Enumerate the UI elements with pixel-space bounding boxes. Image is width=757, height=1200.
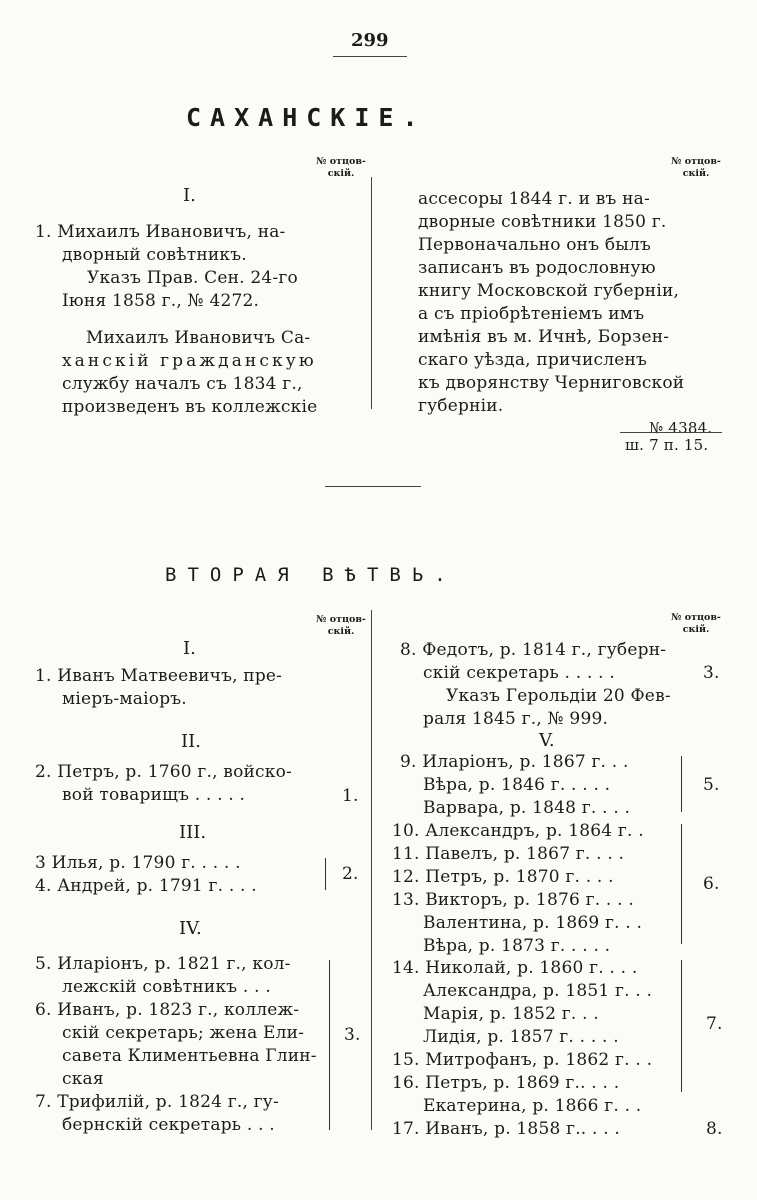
text-line: Марія, р. 1852 г. . .	[423, 1004, 599, 1024]
text-line: 7. Трифилій, р. 1824 г., гу-	[35, 1092, 279, 1112]
father-number: 3.	[703, 663, 720, 683]
father-number: 2.	[342, 864, 359, 884]
text-line: ассесоры 1844 г. и въ на-	[418, 189, 650, 209]
text-line: 1. Михаилъ Ивановичъ, на-	[35, 222, 286, 242]
text-line: 8. Федотъ, р. 1814 г., губерн-	[400, 640, 667, 660]
text-line: Александра, р. 1851 г. . .	[423, 981, 653, 1001]
brace	[329, 960, 330, 1130]
text-line: Варвара, р. 1848 г. . . .	[423, 798, 631, 818]
text-line: дворный совѣтникъ.	[62, 245, 247, 265]
text-line: савета Климентьевна Глин-	[62, 1046, 317, 1066]
page-number: 299	[351, 30, 389, 51]
text-line: Вѣра, р. 1873 г. . . . .	[423, 936, 611, 956]
text-line: 10. Александръ, р. 1864 г. .	[392, 821, 644, 841]
text-line: къ дворянству Черниговской	[418, 373, 685, 393]
text-line: вой товарищъ . . . . .	[62, 785, 246, 805]
father-number: 7.	[706, 1014, 723, 1034]
column-header-left: № отцов- скій.	[316, 614, 366, 637]
text-line: раля 1845 г., № 999.	[423, 709, 609, 729]
generation-heading: III.	[179, 822, 207, 843]
text-line: Указъ Герольдіи 20 Фев-	[446, 686, 671, 706]
text-line: службу началъ съ 1834 г.,	[62, 374, 303, 394]
column-divider	[371, 177, 372, 409]
column-header-right: № отцов- скій.	[671, 156, 721, 179]
text-line: Первоначально онъ былъ	[418, 235, 652, 255]
generation-heading: I.	[183, 638, 196, 659]
father-number: 6.	[703, 874, 720, 894]
text-line: ская	[62, 1069, 104, 1089]
text-line: Іюня 1858 г., № 4272.	[62, 291, 260, 311]
reference-number: № 4384.	[649, 419, 713, 437]
text-line: 6. Иванъ, р. 1823 г., коллеж-	[35, 1000, 300, 1020]
text-line: 4. Андрей, р. 1791 г. . . .	[35, 876, 257, 896]
text-line: 2. Петръ, р. 1760 г., войско-	[35, 762, 292, 782]
branch-title: ВТОРАЯ ВѢТВЬ.	[165, 564, 457, 586]
father-number: 1.	[342, 786, 359, 806]
text-line: дворные совѣтники 1850 г.	[418, 212, 667, 232]
column-divider	[371, 610, 372, 1130]
text-line: книгу Московской губерніи,	[418, 281, 680, 301]
text-line: а съ пріобрѣтеніемъ имъ	[418, 304, 645, 324]
reference-location: ш. 7 п. 15.	[625, 436, 709, 454]
text-line: 3 Илья, р. 1790 г. . . . .	[35, 853, 241, 873]
brace	[681, 824, 682, 944]
text-line: ханскій гражданскую	[62, 351, 317, 371]
brace	[681, 756, 682, 812]
text-line: 12. Петръ, р. 1870 г. . . .	[392, 867, 614, 887]
father-number: 5.	[703, 775, 720, 795]
text-line: губерніи.	[418, 396, 504, 416]
generation-heading: IV.	[179, 918, 202, 939]
text-line: скій секретарь; жена Ели-	[62, 1023, 305, 1043]
text-line: имѣнія въ м. Ичнѣ, Борзен-	[418, 327, 670, 347]
text-line: бернскій секретарь . . .	[62, 1115, 275, 1135]
text-line: Указъ Прав. Сен. 24-го	[87, 268, 298, 288]
text-line: записанъ въ родословную	[418, 258, 656, 278]
brace	[325, 858, 326, 890]
section-divider	[325, 486, 421, 487]
family-title: САХАНСКІЕ.	[186, 103, 427, 132]
text-line: Валентина, р. 1869 г. . .	[423, 913, 643, 933]
text-line: произведенъ въ коллежскіе	[62, 397, 318, 417]
brace	[681, 960, 682, 1092]
father-number: 8.	[706, 1119, 723, 1139]
text-line: Вѣра, р. 1846 г. . . . .	[423, 775, 611, 795]
text-line: скаго уѣзда, причисленъ	[418, 350, 648, 370]
generation-heading: I.	[183, 185, 196, 206]
text-line: скій секретарь . . . . .	[423, 663, 615, 683]
text-line: міеръ-маіоръ.	[62, 689, 187, 709]
text-line: 9. Иларіонъ, р. 1867 г. . .	[400, 752, 629, 772]
text-line: 11. Павелъ, р. 1867 г. . . .	[392, 844, 625, 864]
generation-heading: V.	[539, 730, 555, 751]
text-line: 13. Викторъ, р. 1876 г. . . .	[392, 890, 634, 910]
father-number: 3.	[344, 1025, 361, 1045]
text-line: 5. Иларіонъ, р. 1821 г., кол-	[35, 954, 291, 974]
text-line: лежскій совѣтникъ . . .	[62, 977, 271, 997]
header-rule	[333, 56, 407, 57]
text-line: 17. Иванъ, р. 1858 г.. . . .	[392, 1119, 621, 1139]
text-line: Екатерина, р. 1866 г. . .	[423, 1096, 642, 1116]
text-line: 1. Иванъ Матвеевичъ, пре-	[35, 666, 283, 686]
reference-rule	[620, 432, 722, 433]
text-line: 16. Петръ, р. 1869 г.. . . .	[392, 1073, 620, 1093]
column-header-left: № отцов- скій.	[316, 156, 366, 179]
text-line: Лидія, р. 1857 г. . . . .	[423, 1027, 619, 1047]
generation-heading: II.	[181, 731, 201, 752]
column-header-right: № отцов- скій.	[671, 612, 721, 635]
text-line: Михаилъ Ивановичъ Са-	[86, 328, 311, 348]
text-line: 15. Митрофанъ, р. 1862 г. . .	[392, 1050, 653, 1070]
text-line: 14. Николай, р. 1860 г. . . .	[392, 958, 638, 978]
